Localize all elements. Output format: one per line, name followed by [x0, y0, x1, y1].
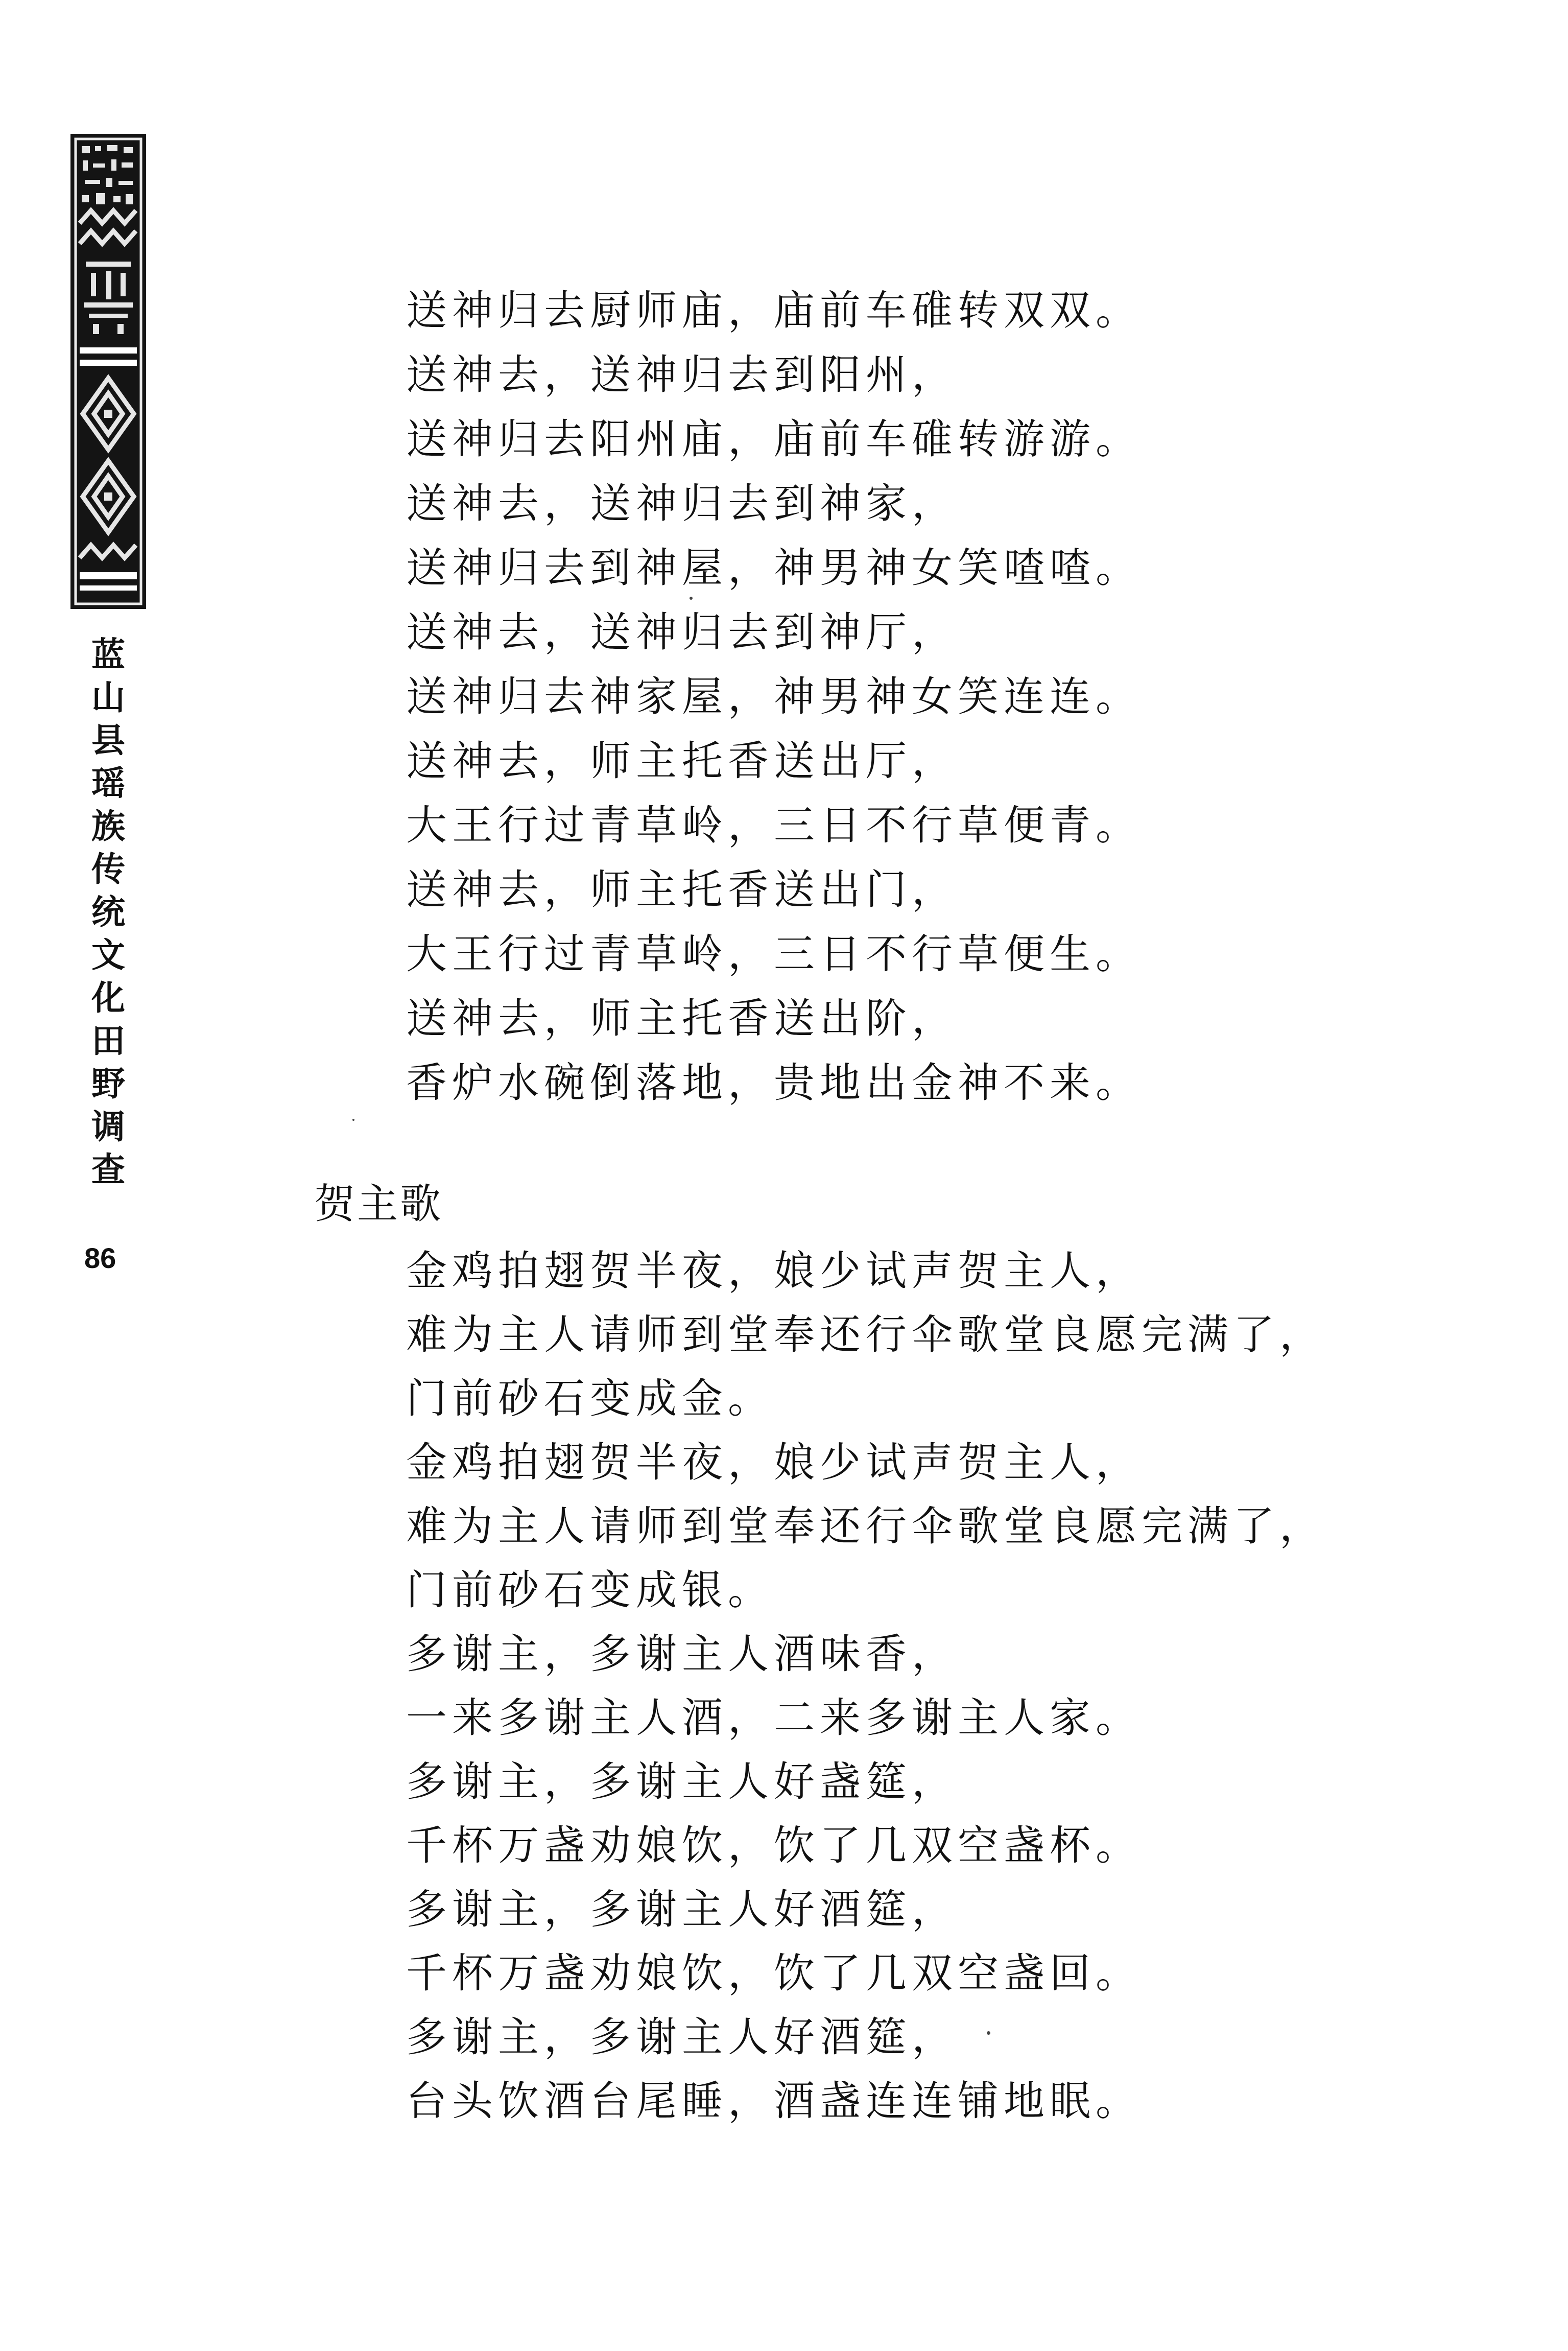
verse-line: 送神去，送神归去到神家， — [406, 480, 958, 527]
verse-line: 难为主人请师到堂奉还行伞歌堂良愿完满了， — [406, 1311, 1325, 1358]
verse-line: 千杯万盏劝娘饮，饮了几双空盏杯。 — [406, 1822, 1142, 1869]
verse-line: 送神去，送神归去到阳州， — [406, 351, 958, 398]
verse-line: 门前砂石变成银。 — [406, 1566, 774, 1614]
running-title-char: 查 — [91, 1150, 125, 1189]
brocade-pattern-icon — [70, 134, 146, 609]
scan-speck — [987, 2031, 990, 2035]
scan-speck — [690, 597, 693, 600]
running-title-char: 瑶 — [91, 764, 125, 803]
verse-line: 难为主人请师到堂奉还行伞歌堂良愿完满了， — [406, 1502, 1325, 1550]
verse-line: 多谢主，多谢主人好盏筵， — [406, 1758, 958, 1805]
verse-line: 香炉水碗倒落地，贵地出金神不来。 — [406, 1059, 1142, 1107]
verse-line: 一来多谢主人酒，二来多谢主人家。 — [406, 1694, 1142, 1742]
verse-line: 大王行过青草岭，三日不行草便生。 — [406, 930, 1142, 978]
running-title-char: 传 — [91, 850, 125, 889]
page-number: 86 — [84, 1242, 116, 1274]
stanza-congratulate-host — [406, 1239, 1325, 2133]
verse-line: 门前砂石变成金。 — [406, 1375, 774, 1422]
verse-line: 金鸡拍翅贺半夜，娘少试声贺主人， — [406, 1439, 1142, 1486]
running-title — [77, 633, 140, 1191]
verse-line: 送神去，师主托香送出阶， — [406, 995, 958, 1042]
stanza-send-off — [406, 278, 1142, 1115]
verse-line: 大王行过青草岭，三日不行草便青。 — [406, 802, 1142, 849]
verse-line: 台头饮酒台尾睡，酒盏连连铺地眠。 — [406, 2077, 1142, 2125]
running-title-char: 野 — [91, 1064, 125, 1103]
running-title-char: 调 — [91, 1107, 125, 1146]
section-title: 贺主歌 — [314, 1180, 443, 1228]
running-title-char: 文 — [91, 935, 125, 975]
verse-line: 送神归去到神屋，神男神女笑喳喳。 — [406, 544, 1142, 592]
verse-line: 送神去，师主托香送出厅， — [406, 737, 958, 785]
verse-line: 多谢主，多谢主人酒味香， — [406, 1630, 958, 1678]
running-title-char: 田 — [91, 1021, 125, 1061]
running-title-char: 山 — [91, 678, 125, 717]
verse-line: 送神去，师主托香送出门， — [406, 866, 958, 913]
running-title-char: 化 — [91, 978, 125, 1018]
scan-speck — [352, 1119, 354, 1121]
running-title-char: 县 — [91, 721, 125, 760]
verse-line: 送神去，送神归去到神厅， — [406, 608, 958, 656]
verse-line: 多谢主，多谢主人好酒筵， — [406, 2013, 958, 2061]
verse-line: 送神归去阳州庙，庙前车碓转游游。 — [406, 415, 1142, 463]
verse-line: 多谢主，多谢主人好酒筵， — [406, 1886, 958, 1933]
running-title-char: 统 — [91, 892, 125, 932]
running-title-char: 蓝 — [91, 635, 125, 674]
verse-line: 千杯万盏劝娘饮，饮了几双空盏回。 — [406, 1949, 1142, 1997]
verse-line: 送神归去神家屋，神男神女笑连连。 — [406, 673, 1142, 720]
running-title-char: 族 — [91, 807, 125, 846]
verse-line: 送神归去厨师庙，庙前车碓转双双。 — [406, 287, 1142, 334]
verse-line: 金鸡拍翅贺半夜，娘少试声贺主人， — [406, 1247, 1142, 1295]
